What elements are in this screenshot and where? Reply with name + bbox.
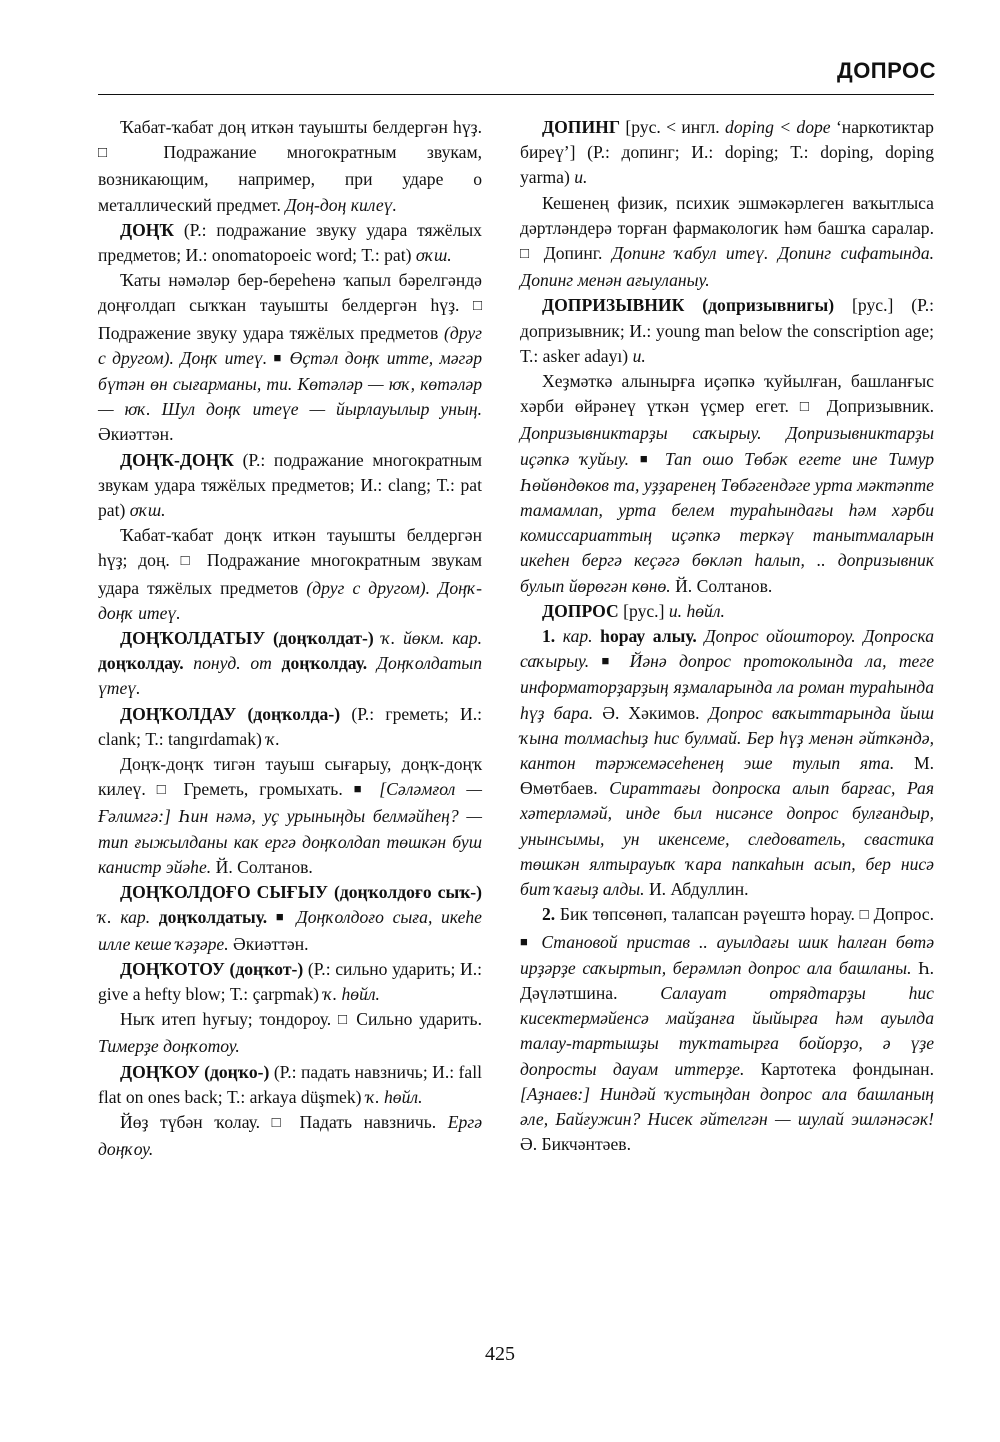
definition-text: Ҡабат-ҡабат доң иткән тауышты белдергән һүҙ. [120,117,482,137]
entry-dongkoldogo-sygyu [98,880,482,957]
entry-doping-body [520,191,934,294]
translations: [рус.] (Р.: допризывник; И.: young man below the conscription age; Т.: asker adayı) [520,295,935,366]
entry-doping [520,115,934,191]
quotation: Өҫтәл доңҡ итте, мәгәр бүтән өн сығарманы, ти. Көтәләр — юҡ, көтәләр — юҡ. Шул доңҡ итеүе — йырлауылыр уның. [98,347,483,420]
example-text: Доңҡ итеү. [180,347,268,368]
headword: ДОҢҠОЛДАУ [120,703,237,724]
entry-dongk [98,218,482,268]
example-text: Ергә доңҡоу. [98,1111,483,1160]
entry-dongk-dongk [98,448,482,524]
translations: (Р.: подражание звуку удара тяжёлых предметов; И.: onomatopoeic word; Т.: pat) [98,219,482,266]
entry-doprizyvnik-body [520,369,934,599]
quotation: Йәнә допрос протоколында ла, теге информаторҙарҙың яҙмаларында ла роман тураһында һүҙ бара. [520,651,935,723]
square-marker-icon: □ [859,907,869,924]
gloss-note: (друг с другом). [306,577,431,598]
headword-stem: (допризывнигы) [702,295,835,316]
entry-dongkotou-body [98,1007,482,1059]
entry-dongk-dongk-body [98,523,482,626]
headword: ДОҢҠОУ [120,1061,200,1082]
grammar-label: ҡ. һөйл. [365,1086,423,1107]
entry-dongkoldatyu [98,626,482,702]
quotation-source: М. Өмөтбаев. [520,753,934,799]
translations: ‘наркотиктар биреү’] (Р.: допинг; И.: doping; Т.: doping, doping yarma) [520,117,934,188]
grammar-label: и. һөйл. [668,600,725,621]
entry-dopros [520,599,934,624]
quotation-source: Картотека фондынан. [760,1058,934,1079]
russian-gloss: Падать навзничь. [299,1111,437,1132]
headword: ДОҢҠОЛДАТЫУ [120,628,266,649]
example-text: Доңҡ-доңҡ итеү. [98,577,482,623]
definition-text: Ныҡ итеп һуғыу; тондороу. [120,1009,332,1030]
grammar-label: оҡш. [415,245,452,266]
quotation-source: Ә. Хәкимов. [602,702,700,723]
square-marker-icon: □ [156,782,173,799]
gloss-note: (друг с другом). [98,322,482,368]
definition-text: Бик төпсөнөп, талапсан рәүештә һорау. [559,904,855,925]
grammar-label: ҡ. кар. [98,907,151,928]
right-column [520,115,934,1157]
etymology-source: doping < dope [725,117,831,137]
headword-stem: (доңҡо-) [204,1061,270,1082]
headword: ДОПРИЗЫВНИК [542,295,685,316]
quotation: Доңҡолдоғо сыға, икеһе илле кеше ҡәҙәре. [98,907,482,954]
etymology: [рус. < ингл. [625,117,720,137]
black-square-marker-icon: ■ [275,909,288,925]
quotation-source: Әкиәттән. [98,424,174,445]
grammar-label: ҡ. йөкм. кар. [381,628,482,649]
entry-doprizyvnik [520,293,934,369]
left-column [98,115,482,1162]
russian-gloss: Подражание многократным звукам, возникающим, например, при ударе о металлический предмет. [98,142,482,215]
grammar-label: и. [632,345,646,366]
definition-text: Доңҡ-доңҡ тигән тауыш сығарыу, доңҡ-доңҡ килеү. [98,754,482,800]
russian-gloss: Допризывник. [826,396,935,417]
definition-text: Йөҙ түбән ҡолау. [120,1111,261,1132]
running-head: ДОПРОС [837,58,936,83]
sense-number: 2. [542,904,556,925]
square-marker-icon: □ [271,1114,288,1131]
etymology: [рус.] [623,600,665,621]
entry-continuation [98,115,482,218]
quotation-source: Әкиәттән. [233,933,309,954]
headword-stem: (доңҡолдоғо сыҡ-) [333,882,482,903]
headword-stem: (доңҡолдат-) [272,628,374,649]
translations: (Р.: падать навзничь; И.: fall flat on ones back; Т.: arkaya düşmek) [98,1061,482,1107]
entry-dongkou [98,1060,482,1110]
square-marker-icon: □ [799,399,816,416]
quotation: Допрос ваҡыттарында йыш ҡына толмасһыҙ һис булмай. Бер һүҙ менән әйткәндә, кантон тәржемәсеһенең эше тулып ята. [520,702,935,774]
cross-reference: доңҡолдау. [98,653,184,674]
headword: ДОҢҠ-ДОҢҠ [120,449,234,470]
entry-dongkotou [98,957,482,1007]
headword: ДОҢҠОТОУ [120,958,225,979]
black-square-marker-icon: ■ [520,933,533,949]
quotation-source: И. Абдуллин. [648,879,749,900]
definition-text: Ҡабат-ҡабат доңҡ иткән тауышты белдергән һүҙ; доң. [98,525,482,571]
quotation-source: Һ. Дәүләтшина. [520,957,934,1003]
russian-gloss: Сильно ударить. [356,1009,482,1030]
quotation: Сираттағы допроска алып барғас, Рая хәтерләмәй, инде был нисәнсе допрос булғандыр, унынсымы, ун икенсеме, следователь, свастика төшкән ялтырауыҡ ҡара папкаһын асып, бер нисә бит ҡағыҙ алды. [520,778,934,900]
russian-gloss: Допрос. [873,904,935,925]
example-text: Допрос ойоштороу. Допроска саҡырыу. [520,626,934,672]
quotation: [Сәләмғол — Ғәлимгә:] Һин нәмә, уҫ урыныңды белмәйһең? — тип ғыжылданы как ергә доңҡолдап төшкән буш канистр эйәһе. [98,779,482,877]
definition-text: Хеҙмәткә алынырға иҫәпкә ҡуйылған, башланғыс хәрби өйрәнеү үткән үҫмер егет. [520,371,934,417]
russian-gloss: Подражение звуку удара тяжёлых предметов [98,322,439,343]
headword: ДОПРОС [542,600,619,621]
headword-stem: (доңҡот-) [229,958,304,979]
entry-dongkou-body [98,1110,482,1162]
example-text: Доңҡолдатып үтеү. [98,653,482,699]
cross-reference: һорау алыу. [600,626,697,647]
sense-1 [520,624,934,902]
definition-text: Кешенең физик, психик эшмәкәрлеген ваҡытлыса дәртләндерә торған фармакологик һәм башҡа саралар. [520,192,934,238]
example-text: Допризывниктарҙы саҡырыу. Допризывниктарҙы иҫәпкә ҡуйыу. [520,423,934,469]
square-marker-icon: □ [98,145,134,162]
quotation: [Аҙнаев:] Ниндәй ҡустыңдан допрос ала башланың әле, Байғужин? Нисек әйтелгән — шулай эшләнәсәк! [520,1083,934,1129]
headword: ДОҢҠОЛДОҒО СЫҒЫУ [120,882,328,903]
cross-reference: доңҡолдау. [281,653,368,674]
black-square-marker-icon: ■ [639,450,655,466]
grammar-label: и. [574,167,588,188]
quotation-source: Ә. Бикчәнтәев. [520,1134,631,1155]
quotation: Салауат отрядтарҙы һис кисектермәйенсә майҙанға йыйырға һәм ауылда талау-тартышҙы туҡтатырға бойорҙо, ә үҙе допросты дауам иттерҙе. [520,982,934,1079]
square-marker-icon: □ [520,246,535,263]
entry-dongkoldau [98,702,482,752]
russian-gloss: Греметь, громыхать. [183,779,343,800]
headword: ДОҢҠ [120,219,175,240]
square-marker-icon: □ [472,298,482,315]
example-text: Тимерҙе доңҡотоу. [98,1036,240,1057]
translations: (Р.: греметь; И.: clank; Т.: tangırdamak) [98,703,482,749]
entry-dongkoldau-body [98,752,482,880]
quotation-source: Й. Солтанов. [215,856,313,877]
quotation-source: Й. Солтанов. [675,575,773,596]
black-square-marker-icon: ■ [353,781,369,797]
cross-reference: доңҡолдатыу. [158,907,268,928]
grammar-label: оҡш. [129,500,166,521]
quotation: Тап ошо Төбәк егете ине Тимур Һөйөндөков та, уҙҙаренең Төбәгендәге урта мәктәпте тамамлап, урта белем тураһындағы һәм хәрби комиссариаттың иҫәпкә теркәү танытмаларын икеһен бергә кеҫәгә бөкләп һалып, .. допризывник булып йөрөгән көнө. [520,448,934,596]
headword: ДОПИНГ [542,117,621,137]
page-number: 425 [485,1343,515,1365]
grammar-label: ҡ. һөйл. [323,983,380,1004]
square-marker-icon: □ [180,553,197,570]
translations: (Р.: сильно ударить; И.: give a hefty blow; Т.: çarpmak) [98,958,482,1004]
sense-number: 1. [542,626,556,647]
black-square-marker-icon: ■ [601,653,618,669]
entry-dongk-body [98,268,482,447]
quotation: Становой пристав .. ауылдағы шик һалған бөтә ирҙәрҙе саҡыртып, берәмләп допрос ала башланы. [520,931,935,978]
translations: (Р.: подражание многократным звукам удара тяжёлых предметов; И.: clang; Т.: pat pat) [98,449,482,521]
header-rule [98,94,934,95]
square-marker-icon: □ [337,1012,350,1029]
russian-gloss: Подражание многократным звукам удара тяжёлых предметов [98,550,483,598]
headword-stem: (доңҡолда-) [247,703,341,724]
russian-gloss: Допинг. [543,243,603,264]
grammar-label: кар. [562,626,593,647]
grammar-label: понуд. от [193,653,272,674]
example-text: Доң-доң килеү. [285,194,397,215]
sense-2 [520,902,934,1157]
grammar-label: ҡ. [266,728,280,749]
definition-text: Ҡаты нәмәләр бер-береһенә ҡапыл бәрелгәндә доңғолдап сыҡҡан тауышты белдергән һүҙ. [98,270,482,316]
black-square-marker-icon: ■ [273,349,284,365]
example-text: Допинг ҡабул итеү. Допинг сифатында. Допинг менән ағыуланыу. [520,243,935,291]
